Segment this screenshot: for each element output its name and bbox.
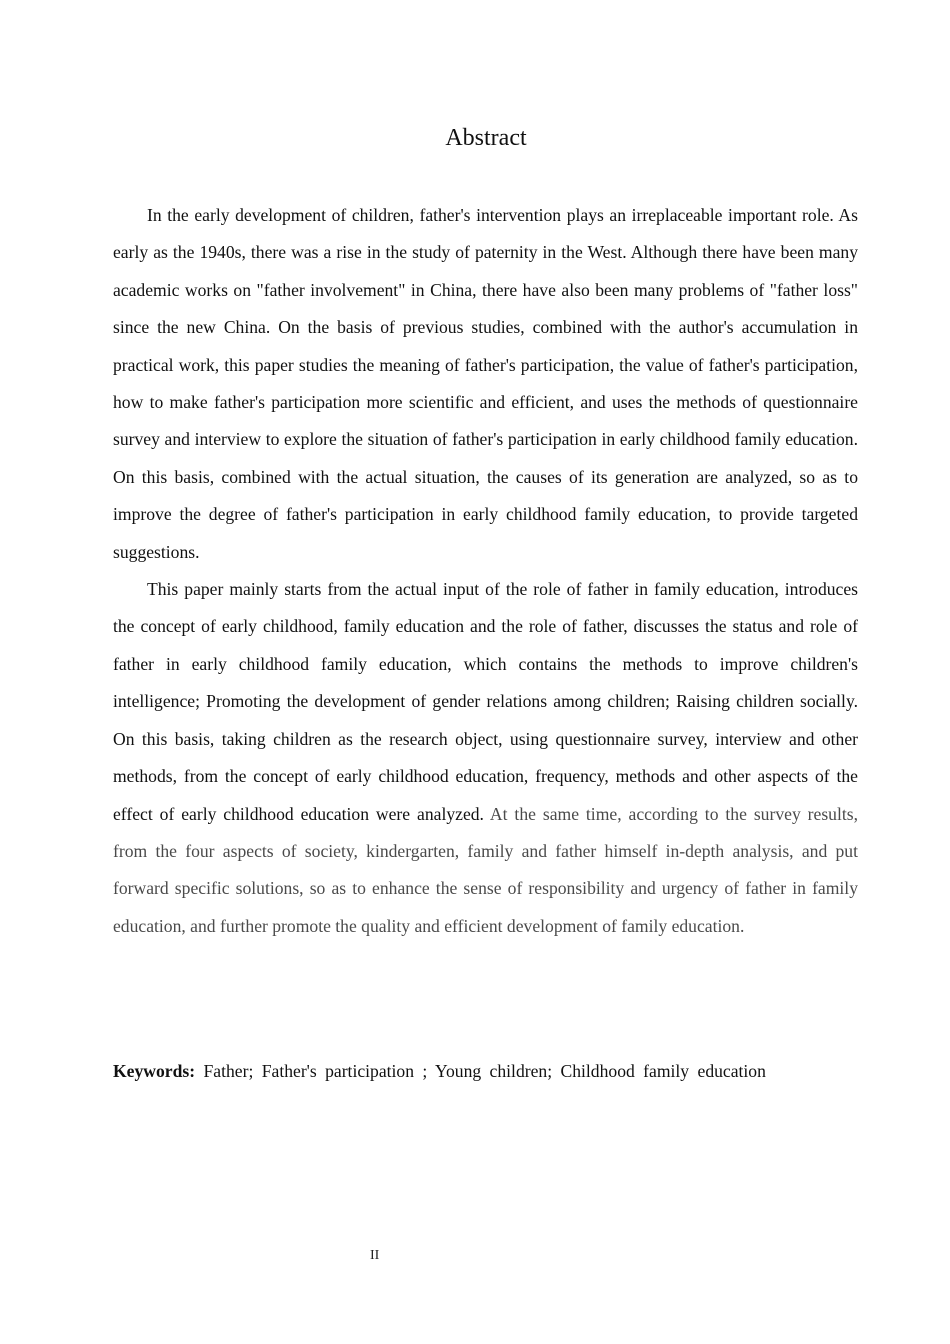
keywords-value: Father; Father's participation ; Young children; Childhood family education: [195, 1061, 766, 1081]
keywords-line: [113, 1053, 858, 1090]
abstract-paragraph-1: In the early development of children, father's intervention plays an irreplaceable important role. As early as the 1940s, there was a rise in the study of paternity in the West. Although there have been many academic works on "father involvement" in China, there have also been many problems of "father loss" since the new China. On the basis of previous studies, combined with the author's accumulation in practical work, this paper studies the meaning of father's participation, the value of father's participation, how to make father's participation more scientific and efficient, and uses the methods of questionnaire survey and interview to explore the situation of father's participation in early childhood family education. On this basis, combined with the actual situation, the causes of its generation are analyzed, so as to improve the degree of father's participation in early childhood family education, to provide targeted suggestions.: [113, 205, 858, 562]
abstract-body: [113, 197, 858, 945]
paragraph-2-grey-text: At the same time, according to the survey results, from the four aspects of society, kindergarten, family and father himself in-depth analysis, and put forward specific solutions, so as to enhance the sense of responsibility and urgency of father in family education, and further promote the quality and efficient development of family education.: [113, 803, 859, 936]
page-title: Abstract: [445, 125, 527, 151]
keywords-label: Keywords:: [113, 1061, 196, 1081]
paragraph-2-main-text: This paper mainly starts from the actual input of the role of father in family education, introduces the concept of early childhood, family education and the role of father, discusses the status and role of father in early childhood family education, which contains the methods to improve children's intelligence; Promoting the development of gender relations among children; Raising children socially. On this basis, taking children as the research object, using questionnaire survey, interview and other methods, from the concept of early childhood education, frequency, methods and other aspects of the effect of early childhood education were analyzed.: [113, 579, 858, 824]
abstract-paragraph-2: [113, 571, 858, 945]
page-number: II: [370, 1248, 380, 1263]
